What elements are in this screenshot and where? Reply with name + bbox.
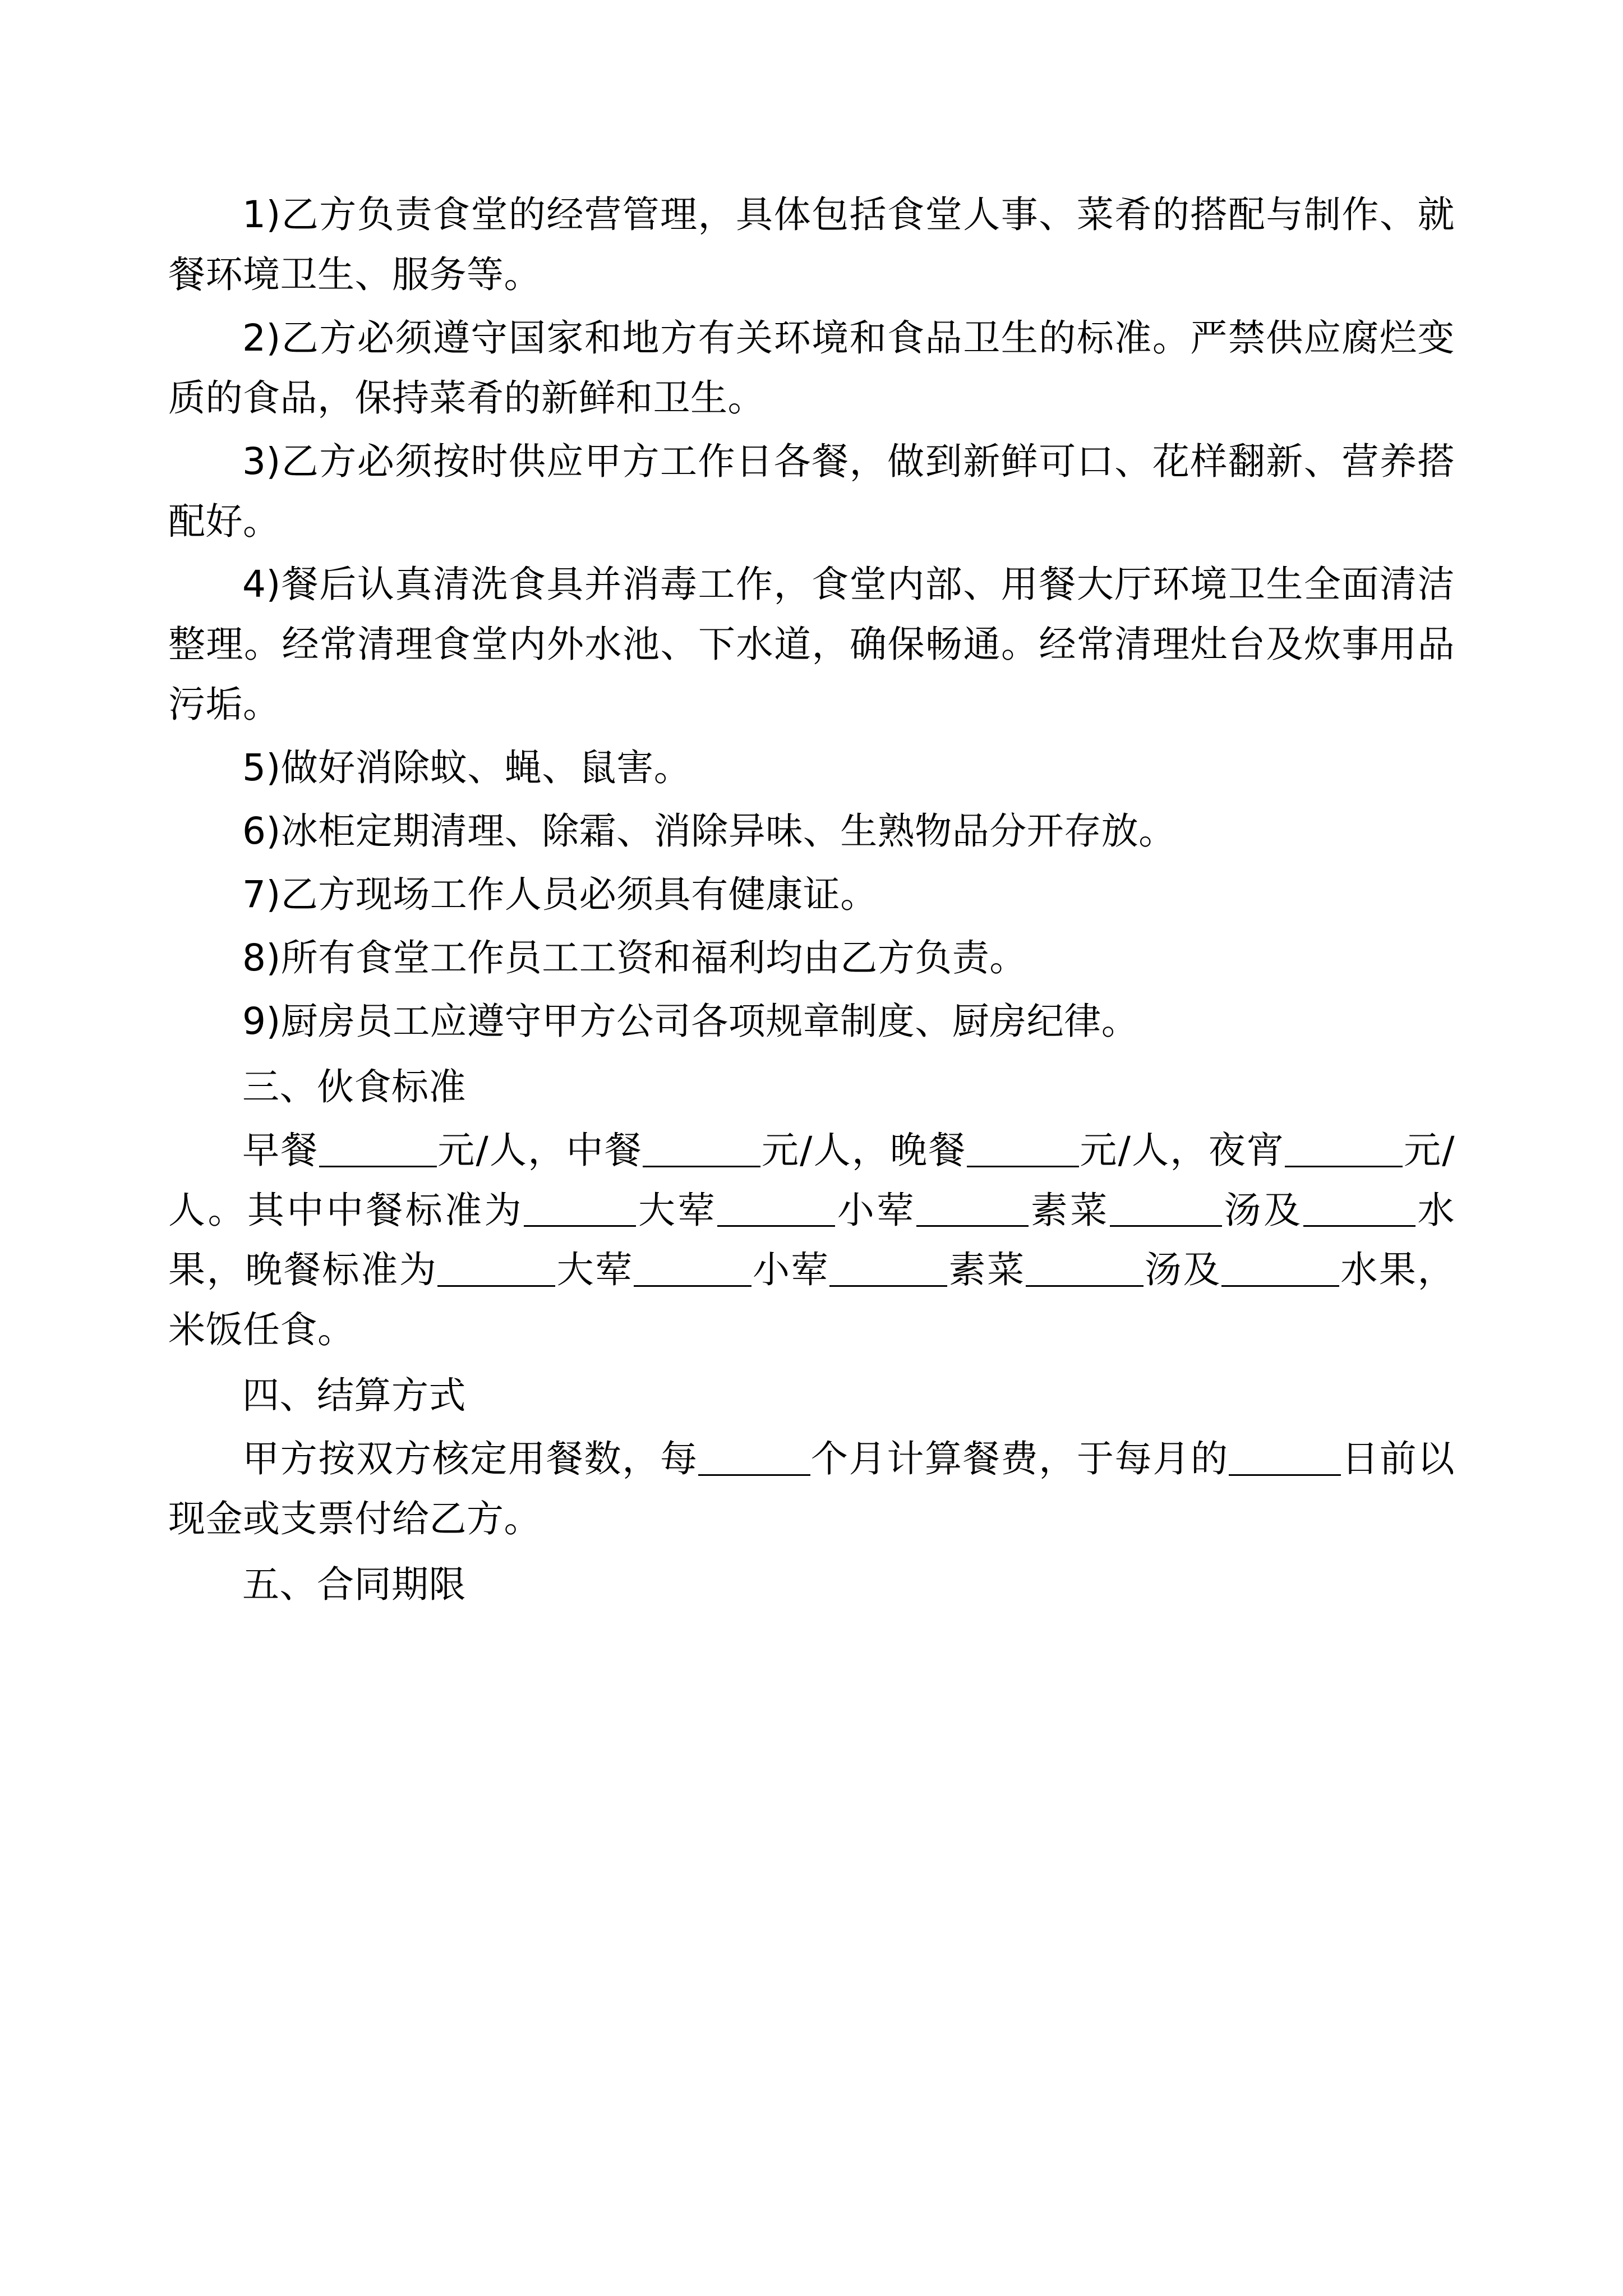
- section-heading-five: 五、合同期限: [242, 1562, 466, 1606]
- document-body: [168, 185, 1455, 1615]
- clause-item-2: 2)乙方必须遵守国家和地方有关环境和食品卫生的标准。严禁供应腐烂变质的食品，保持菜肴的新鲜和卫生。: [168, 316, 1455, 420]
- clause-item-5: 5)做好消除蚊、蝇、鼠害。: [242, 746, 691, 790]
- section-heading-four: 四、结算方式: [242, 1374, 466, 1418]
- text-run: 素菜: [1028, 1188, 1110, 1232]
- clause-item-4: 4)餐后认真清洗食具并消毒工作，食堂内部、用餐大厅环境卫生全面清洁整理。经常清理食堂内外水池、下水道，确保畅通。经常清理灶台及炊事用品污垢。: [168, 563, 1455, 726]
- fill-in-blank[interactable]: [698, 1437, 810, 1476]
- clause-item-9: 9)厨房员工应遵守甲方公司各项规章制度、厨房纪律。: [242, 999, 1139, 1043]
- text-run: 水果，晚餐标准为: [168, 1188, 1455, 1292]
- text-run: 元/人，中餐: [436, 1128, 643, 1172]
- fill-in-blank[interactable]: [916, 1188, 1029, 1227]
- fill-in-blank[interactable]: [319, 1129, 437, 1167]
- fill-in-blank[interactable]: [829, 1248, 947, 1287]
- text-run: 汤及: [1143, 1248, 1222, 1292]
- fill-in-blank[interactable]: [1285, 1129, 1403, 1167]
- meal-standard-paragraph: [168, 1121, 1455, 1361]
- fill-in-blank[interactable]: [437, 1248, 555, 1287]
- fill-in-blank[interactable]: [717, 1188, 835, 1227]
- text-run: 大荤: [555, 1248, 634, 1292]
- text-run: 元/人，夜宵: [1078, 1128, 1285, 1172]
- text-run: 素菜: [947, 1248, 1026, 1292]
- text-run: 汤及: [1221, 1188, 1303, 1232]
- text-run: 元/人。其中中餐标准为: [168, 1128, 1455, 1232]
- fill-in-blank[interactable]: [634, 1248, 751, 1287]
- text-run: 日前以现金或支票付给乙方。: [168, 1437, 1455, 1541]
- clause-item-3: 3)乙方必须按时供应甲方工作日各餐，做到新鲜可口、花样翻新、营养搭配好。: [168, 439, 1455, 543]
- text-run: 水果，米饭任食。: [168, 1248, 1455, 1352]
- text-run: 元/人，晚餐: [760, 1128, 967, 1172]
- clause-item-7: 7)乙方现场工作人员必须具有健康证。: [242, 872, 878, 916]
- text-run: 早餐: [242, 1128, 319, 1172]
- clause-item-6: 6)冰柜定期清理、除霜、消除异味、生熟物品分开存放。: [242, 809, 1176, 853]
- section-heading-three: 三、伙食标准: [242, 1065, 466, 1108]
- fill-in-blank[interactable]: [967, 1129, 1079, 1167]
- fill-in-blank[interactable]: [1026, 1248, 1144, 1287]
- fill-in-blank[interactable]: [1303, 1188, 1415, 1227]
- fill-in-blank[interactable]: [524, 1188, 636, 1227]
- text-run: 甲方按双方核定用餐数，每: [242, 1437, 698, 1481]
- text-run: 小荤: [834, 1188, 916, 1232]
- text-run: 个月计算餐费，于每月的: [810, 1437, 1229, 1481]
- fill-in-blank[interactable]: [1229, 1437, 1341, 1476]
- fill-in-blank[interactable]: [1110, 1188, 1222, 1227]
- text-run: 大荤: [636, 1188, 717, 1232]
- fill-in-blank[interactable]: [643, 1129, 760, 1167]
- settlement-paragraph: [168, 1429, 1455, 1549]
- text-run: 小荤: [751, 1248, 830, 1292]
- clause-item-1: 1)乙方负责食堂的经营管理，具体包括食堂人事、菜肴的搭配与制作、就餐环境卫生、服务等。: [168, 193, 1455, 296]
- clause-item-8: 8)所有食堂工作员工工资和福利均由乙方负责。: [242, 936, 1027, 979]
- fill-in-blank[interactable]: [1221, 1248, 1339, 1287]
